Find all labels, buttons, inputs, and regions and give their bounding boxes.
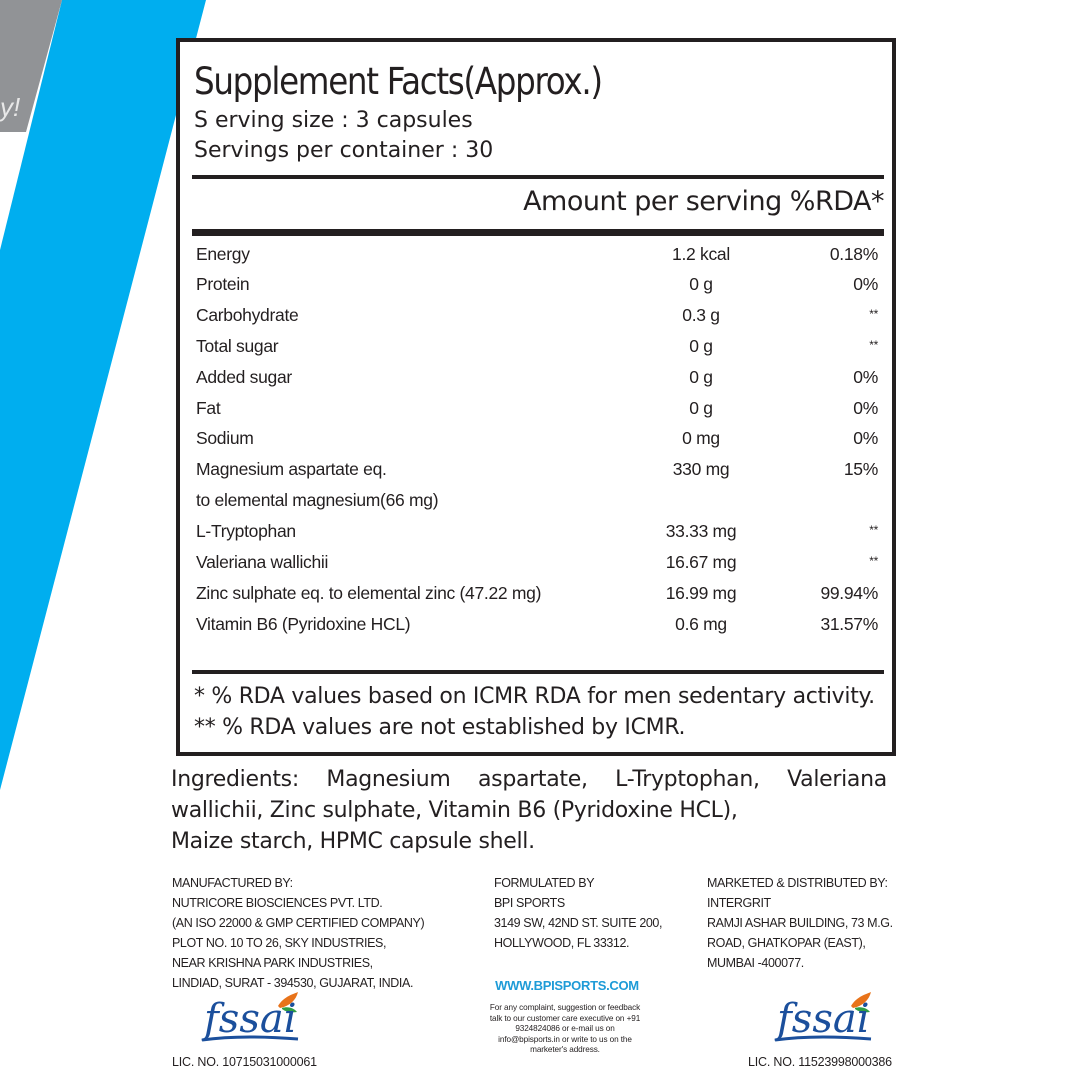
nutrient-name: Sodium bbox=[196, 428, 254, 448]
ingredient-word: aspartate, bbox=[477, 767, 588, 792]
nutrient-row bbox=[196, 332, 880, 362]
footnote-rda-basis: * % RDA values based on ICMR RDA for men sedentary activity. bbox=[194, 684, 875, 709]
nutrient-amount: 16.67 mg bbox=[665, 552, 737, 572]
column-header: Amount per serving %RDA* bbox=[523, 186, 884, 217]
nutrient-rda: ** bbox=[869, 307, 878, 321]
fssai-logo-text: fssai bbox=[204, 996, 297, 1042]
nutrient-name: Zinc sulphate eq. to elemental zinc (47.22 mg) bbox=[196, 583, 542, 603]
manufacturer-line: NUTRICORE BIOSCIENCES PVT. LTD. bbox=[172, 896, 383, 910]
manufacturer-line: (AN ISO 22000 & GMP CERTIFIED COMPANY) bbox=[172, 916, 425, 930]
nutrient-name: Vitamin B6 (Pyridoxine HCL) bbox=[196, 614, 411, 634]
nutrient-row bbox=[196, 610, 880, 640]
nutrient-row bbox=[196, 363, 880, 393]
nutrient-name: Magnesium aspartate eq. bbox=[196, 459, 387, 479]
corner-text: y! bbox=[0, 92, 21, 122]
nutrient-rda: 0% bbox=[853, 367, 878, 387]
nutrient-row bbox=[196, 579, 880, 609]
fssai-logo bbox=[200, 992, 300, 1044]
marketer-line: RAMJI ASHAR BUILDING, 73 M.G. bbox=[707, 916, 893, 930]
formulator-line: 3149 SW, 42ND ST. SUITE 200, bbox=[494, 916, 663, 930]
marketer-line: INTERGRIT bbox=[707, 896, 771, 910]
nutrient-row bbox=[196, 424, 880, 454]
nutrient-amount: 0 g bbox=[689, 398, 713, 418]
nutrient-amount: 0.3 g bbox=[682, 305, 720, 325]
nutrient-row bbox=[196, 301, 880, 331]
marketer-block bbox=[707, 873, 893, 973]
nutrient-row bbox=[196, 270, 880, 300]
manufacturer-heading: MANUFACTURED BY: bbox=[172, 876, 293, 890]
nutrient-rda: 31.57% bbox=[820, 614, 878, 634]
servings-per-container: Servings per container : 30 bbox=[194, 138, 494, 163]
nutrient-row bbox=[196, 548, 880, 578]
formulator-heading: FORMULATED BY bbox=[494, 876, 595, 890]
facts-title: Supplement Facts(Approx.) bbox=[194, 60, 602, 103]
nutrient-amount: 1.2 kcal bbox=[672, 244, 730, 264]
nutrient-rda: 99.94% bbox=[820, 583, 878, 603]
fssai-logo bbox=[773, 992, 873, 1044]
nutrient-amount: 16.99 mg bbox=[665, 583, 737, 603]
nutrient-row bbox=[196, 394, 880, 424]
nutrient-row bbox=[196, 517, 880, 547]
nutrient-name: Total sugar bbox=[196, 336, 279, 356]
manufacturer-line: NEAR KRISHNA PARK INDUSTRIES, bbox=[172, 956, 373, 970]
nutrient-row bbox=[196, 455, 880, 485]
nutrient-name: Fat bbox=[196, 398, 221, 418]
divider-thick bbox=[192, 175, 884, 179]
nutrient-name: Valeriana wallichii bbox=[196, 552, 329, 572]
formulator-line: HOLLYWOOD, FL 33312. bbox=[494, 936, 630, 950]
serving-size: S erving size : 3 capsules bbox=[194, 108, 473, 133]
marketer-heading: MARKETED & DISTRIBUTED BY: bbox=[707, 876, 888, 890]
fssai-logo-text: fssai bbox=[777, 996, 870, 1042]
ingredients-line-3: Maize starch, HPMC capsule shell. bbox=[171, 829, 535, 854]
manufacturer-license: LIC. NO. 10715031000061 bbox=[172, 1055, 317, 1069]
formulator-line: BPI SPORTS bbox=[494, 896, 565, 910]
footnote-rda-not-established: ** % RDA values are not established by ICMR. bbox=[194, 715, 686, 740]
nutrient-name: Protein bbox=[196, 274, 250, 294]
nutrient-amount: 0.6 mg bbox=[675, 614, 727, 634]
nutrient-rda: 0.18% bbox=[829, 244, 878, 264]
nutrient-amount: 33.33 mg bbox=[665, 521, 737, 541]
nutrient-row bbox=[196, 486, 880, 516]
nutrient-row bbox=[196, 240, 880, 270]
nutrient-amount: 0 g bbox=[689, 367, 713, 387]
divider-thick bbox=[192, 670, 884, 674]
nutrient-rda: ** bbox=[869, 523, 878, 537]
ingredient-word: Magnesium bbox=[326, 767, 451, 792]
ingredients-line-2: wallichii, Zinc sulphate, Vitamin B6 (Pyridoxine HCL), bbox=[171, 798, 738, 823]
nutrient-amount: 0 g bbox=[689, 274, 713, 294]
supplement-facts-panel bbox=[176, 38, 896, 756]
nutrient-name: Energy bbox=[196, 244, 250, 264]
nutrient-rda: ** bbox=[869, 338, 878, 352]
marketer-line: MUMBAI -400077. bbox=[707, 956, 804, 970]
formulator-block bbox=[494, 873, 662, 953]
nutrient-rda: 0% bbox=[853, 428, 878, 448]
nutrient-name: to elemental magnesium(66 mg) bbox=[196, 490, 439, 510]
ingredients-line-1 bbox=[171, 764, 887, 795]
nutrient-name: Added sugar bbox=[196, 367, 292, 387]
complaint-line: 9324824086 or e-mail us on bbox=[515, 1024, 615, 1033]
nutrient-amount: 0 mg bbox=[682, 428, 720, 448]
manufacturer-line: PLOT NO. 10 TO 26, SKY INDUSTRIES, bbox=[172, 936, 387, 950]
nutrient-amount: 330 mg bbox=[672, 459, 730, 479]
ingredient-word: L-Tryptophan, bbox=[615, 767, 760, 792]
ingredients bbox=[171, 764, 887, 857]
website-link[interactable]: WWW.BPISPORTS.COM bbox=[495, 978, 639, 993]
nutrient-name: L-Tryptophan bbox=[196, 521, 296, 541]
complaint-line: talk to our customer care executive on +91 bbox=[489, 1013, 641, 1023]
ingredients-label: Ingredients: bbox=[171, 767, 299, 792]
nutrient-rda: 15% bbox=[843, 459, 878, 479]
nutrient-rda: ** bbox=[869, 554, 878, 568]
ingredient-word: Valeriana bbox=[787, 767, 887, 792]
manufacturer-block bbox=[172, 873, 424, 993]
complaint-note bbox=[474, 1003, 656, 1056]
manufacturer-line: LINDIAD, SURAT - 394530, GUJARAT, INDIA. bbox=[172, 976, 414, 990]
complaint-line: For any complaint, suggestion or feedback bbox=[489, 1003, 641, 1012]
marketer-line: ROAD, GHATKOPAR (EAST), bbox=[707, 936, 866, 950]
marketer-license: LIC. NO. 11523998000386 bbox=[748, 1055, 892, 1069]
nutrient-name: Carbohydrate bbox=[196, 305, 299, 325]
complaint-line: info@bpisports.in or write to us on the bbox=[498, 1034, 632, 1044]
nutrient-rda: 0% bbox=[853, 398, 878, 418]
divider-thick bbox=[192, 229, 884, 236]
nutrient-rda: 0% bbox=[853, 274, 878, 294]
complaint-line: marketer's address. bbox=[530, 1045, 600, 1054]
nutrient-amount: 0 g bbox=[689, 336, 713, 356]
